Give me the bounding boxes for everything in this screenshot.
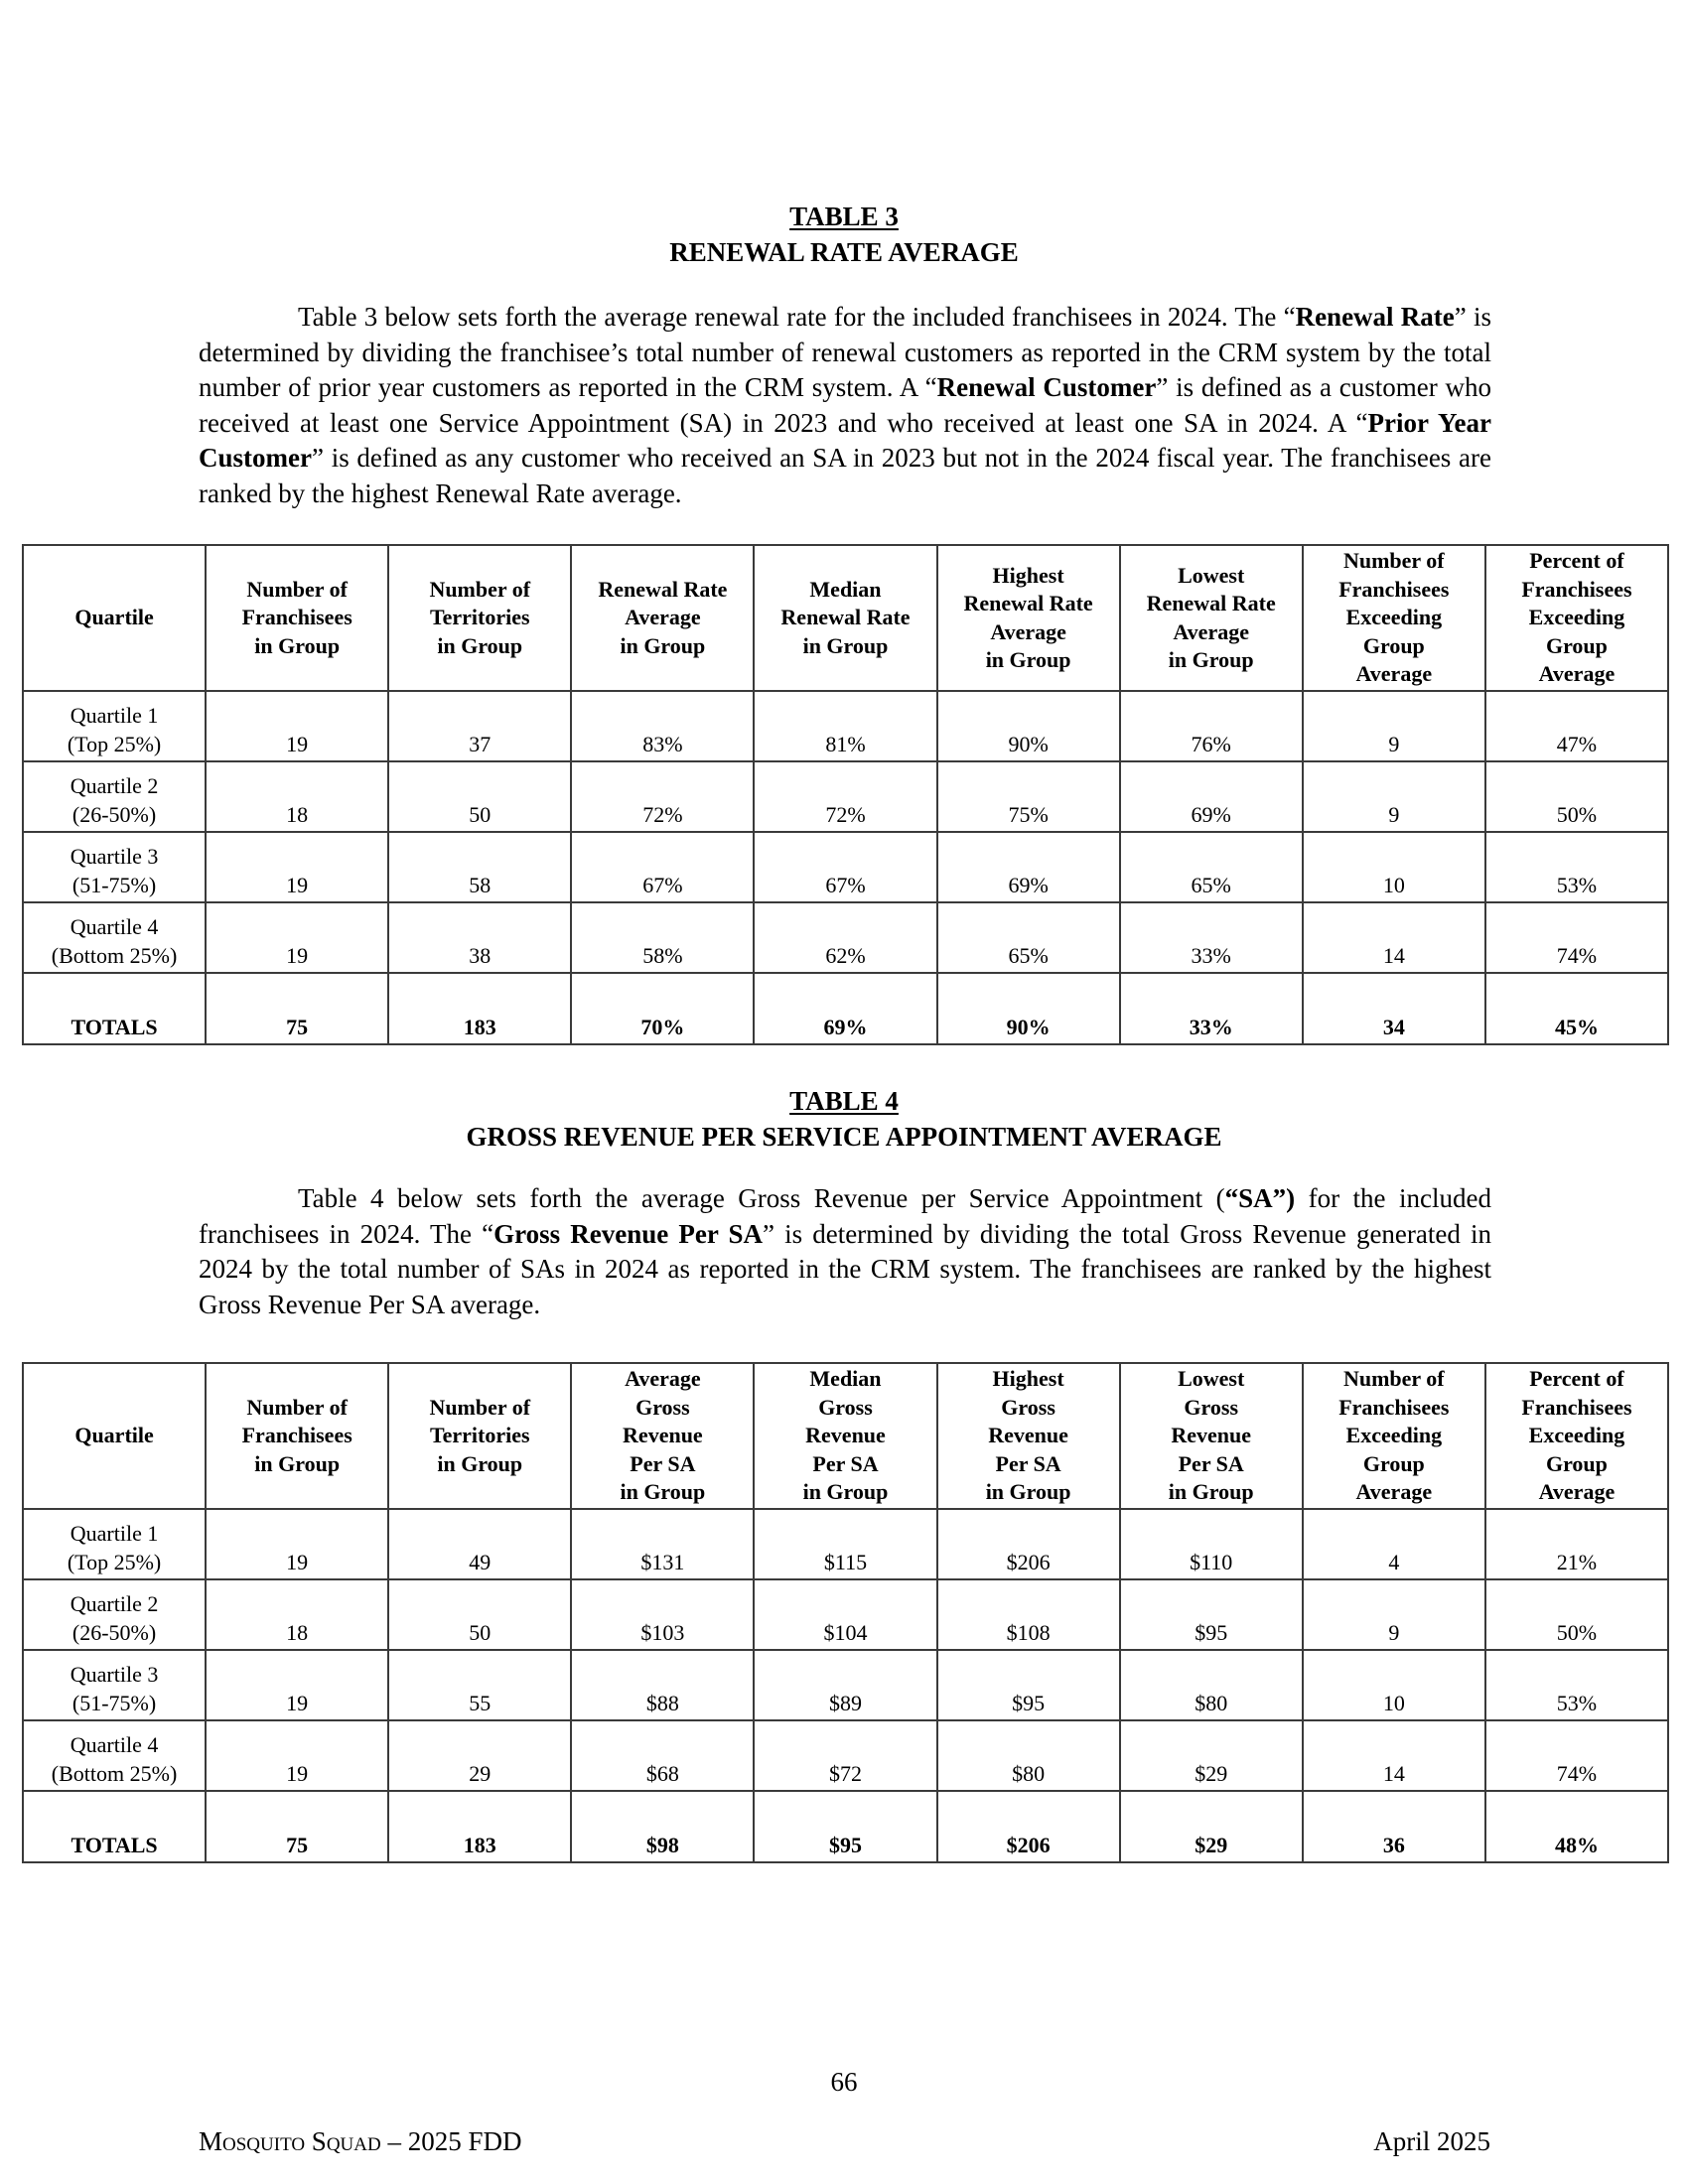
- column-header-line: Renewal Rate: [1146, 591, 1276, 615]
- table3-renewal-rate: [22, 544, 1669, 1045]
- column-header: [388, 545, 571, 691]
- column-header: [1485, 1363, 1668, 1509]
- column-header: [1120, 1363, 1303, 1509]
- table-cell: 10: [1303, 1650, 1485, 1720]
- totals-cell: 33%: [1120, 973, 1303, 1044]
- column-header: [1485, 545, 1668, 691]
- table-cell: 19: [206, 832, 388, 902]
- column-header-line: Average: [1538, 1479, 1616, 1505]
- table-cell: 19: [206, 902, 388, 973]
- totals-cell: 69%: [754, 973, 936, 1044]
- totals-cell: 48%: [1485, 1791, 1668, 1862]
- column-header-line: Franchisees: [1338, 1394, 1450, 1420]
- quartile-label-line: (26-50%): [71, 802, 157, 827]
- quartile-label-line: (Bottom 25%): [51, 943, 178, 968]
- column-header-line: in Group: [620, 632, 706, 658]
- defined-term: Prior Year Customer: [199, 407, 1491, 473]
- column-header: [1303, 1363, 1485, 1509]
- table3-heading: [0, 199, 1688, 270]
- column-header-line: Franchisees: [1521, 1394, 1632, 1420]
- table-cell: 33%: [1120, 902, 1303, 973]
- table-cell: 72%: [571, 761, 754, 832]
- quartile-label-line: Quartile 2: [70, 1591, 159, 1616]
- table-cell: $206: [937, 1509, 1120, 1579]
- table-cell: $29: [1120, 1720, 1303, 1791]
- column-header: [754, 545, 936, 691]
- column-header: [754, 1363, 936, 1509]
- table-cell: $72: [754, 1720, 936, 1791]
- quartile-cell: [23, 1509, 206, 1579]
- quartile-label-line: Quartile 2: [70, 773, 159, 798]
- table-cell: 50%: [1485, 761, 1668, 832]
- column-header-line: Exceeding: [1345, 605, 1443, 630]
- table-cell: 38: [388, 902, 571, 973]
- column-header-line: Highest: [992, 1366, 1064, 1392]
- table-cell: $88: [571, 1650, 754, 1720]
- column-header-line: Percent of: [1529, 1366, 1624, 1392]
- column-header-line: Revenue: [1171, 1423, 1252, 1448]
- column-header: [388, 1363, 571, 1509]
- table-cell: 19: [206, 1509, 388, 1579]
- totals-cell: 75: [206, 973, 388, 1044]
- table3-description: [199, 300, 1491, 511]
- column-header-line: Gross: [1001, 1394, 1055, 1420]
- column-header-line: Lowest: [1178, 562, 1245, 588]
- table-cell: 37: [388, 691, 571, 761]
- column-header-line: in Group: [802, 632, 889, 658]
- column-header-line: Average: [990, 618, 1066, 644]
- paragraph-text: ” is defined as a customer who received at least one Service Appointment (SA) in 2023 and who received at least one SA in 2024. A “: [199, 372, 1491, 438]
- table4-heading: [0, 1083, 1688, 1155]
- table-cell: 65%: [1120, 832, 1303, 902]
- column-header: [206, 545, 388, 691]
- table4-title: GROSS REVENUE PER SERVICE APPOINTMENT AVERAGE: [466, 1122, 1222, 1152]
- column-header-line: Number of: [429, 1394, 531, 1420]
- table-cell: 75%: [937, 761, 1120, 832]
- column-header-line: Franchisees: [241, 1423, 352, 1448]
- totals-label: TOTALS: [23, 973, 206, 1044]
- table-cell: 14: [1303, 1720, 1485, 1791]
- table-cell: 67%: [754, 832, 936, 902]
- column-header-line: Average: [1173, 618, 1249, 644]
- column-header-line: in Group: [437, 632, 523, 658]
- quartile-label-line: Quartile 3: [70, 844, 159, 869]
- quartile-label-line: Quartile 1: [70, 703, 159, 728]
- totals-cell: $98: [571, 1791, 754, 1862]
- table-row: [23, 1579, 1668, 1650]
- column-header-line: in Group: [1168, 1479, 1254, 1505]
- quartile-label-line: (Top 25%): [67, 732, 162, 756]
- table-row: [23, 832, 1668, 902]
- column-header-line: Revenue: [988, 1423, 1068, 1448]
- table-cell: 55: [388, 1650, 571, 1720]
- defined-term: “SA”): [1224, 1183, 1296, 1213]
- column-header-line: Franchisees: [1521, 576, 1632, 602]
- table-cell: 9: [1303, 761, 1485, 832]
- table-cell: 65%: [937, 902, 1120, 973]
- column-header: [571, 1363, 754, 1509]
- quartile-label-line: Quartile 4: [70, 914, 159, 939]
- totals-cell: 70%: [571, 973, 754, 1044]
- table-cell: 18: [206, 1579, 388, 1650]
- column-header-line: in Group: [254, 1450, 341, 1476]
- paragraph-text: ” is defined as any customer who received an SA in 2023 but not in the 2024 fiscal year. The franchisees are ranked by the highest Renewal Rate average.: [199, 443, 1491, 508]
- table3-number: TABLE 3: [789, 202, 899, 231]
- table4-number: TABLE 4: [789, 1086, 899, 1116]
- column-header-line: Per SA: [812, 1450, 879, 1476]
- table-cell: 58%: [571, 902, 754, 973]
- column-header: [571, 545, 754, 691]
- column-header-line: Average: [1355, 1479, 1433, 1505]
- table-cell: 47%: [1485, 691, 1668, 761]
- totals-cell: $95: [754, 1791, 936, 1862]
- table-cell: $115: [754, 1509, 936, 1579]
- column-header-line: Per SA: [1178, 1450, 1244, 1476]
- table-cell: $131: [571, 1509, 754, 1579]
- table-cell: 81%: [754, 691, 936, 761]
- table-cell: $95: [937, 1650, 1120, 1720]
- table-cell: 53%: [1485, 1650, 1668, 1720]
- quartile-cell: [23, 902, 206, 973]
- column-header-line: Renewal Rate: [598, 576, 728, 602]
- column-header-line: Percent of: [1529, 548, 1624, 574]
- column-header-line: Number of: [246, 576, 348, 602]
- table-cell: 69%: [937, 832, 1120, 902]
- totals-cell: 90%: [937, 973, 1120, 1044]
- quartile-cell: [23, 761, 206, 832]
- table-cell: 19: [206, 1720, 388, 1791]
- column-header-line: in Group: [620, 1479, 706, 1505]
- column-header-line: Average: [1538, 661, 1616, 687]
- column-header-line: Exceeding: [1345, 1423, 1443, 1448]
- quartile-cell: [23, 1650, 206, 1720]
- column-header: [1120, 545, 1303, 691]
- table-cell: 9: [1303, 691, 1485, 761]
- quartile-label-line: Quartile 1: [70, 1521, 159, 1546]
- column-header-line: Quartile: [74, 1423, 154, 1448]
- paragraph-text: Table 4 below sets forth the average Gross Revenue per Service Appointment (: [298, 1183, 1225, 1213]
- column-header-line: in Group: [985, 1479, 1071, 1505]
- column-header-line: Gross: [818, 1394, 873, 1420]
- column-header-line: Group: [1545, 632, 1608, 658]
- table-cell: 83%: [571, 691, 754, 761]
- footer-date: April 2025: [1373, 2126, 1490, 2156]
- column-header-line: Per SA: [630, 1450, 696, 1476]
- quartile-cell: [23, 832, 206, 902]
- column-header-line: Number of: [1342, 548, 1445, 574]
- footer-document-title: Mosquito Squad – 2025 FDD: [199, 2126, 522, 2156]
- table-cell: 67%: [571, 832, 754, 902]
- table4-header-row: [23, 1363, 1668, 1509]
- column-header-line: Number of: [1342, 1366, 1445, 1392]
- column-header-line: Exceeding: [1528, 605, 1625, 630]
- totals-row: [23, 973, 1668, 1044]
- column-header-line: Median: [809, 576, 882, 602]
- column-header-line: in Group: [985, 647, 1071, 672]
- column-header-line: Average: [1355, 661, 1433, 687]
- table-cell: 14: [1303, 902, 1485, 973]
- totals-cell: 36: [1303, 1791, 1485, 1862]
- table-cell: 50: [388, 1579, 571, 1650]
- table-cell: 19: [206, 691, 388, 761]
- table-cell: 29: [388, 1720, 571, 1791]
- table-cell: $103: [571, 1579, 754, 1650]
- table-cell: 10: [1303, 832, 1485, 902]
- column-header-line: Highest: [992, 562, 1064, 588]
- quartile-label-line: Quartile 4: [70, 1732, 159, 1757]
- defined-term: Renewal Customer: [936, 372, 1157, 402]
- quartile-label-line: (51-75%): [71, 873, 157, 897]
- column-header-line: Group: [1362, 632, 1425, 658]
- table4-description: [199, 1181, 1491, 1322]
- totals-cell: 34: [1303, 973, 1485, 1044]
- table-cell: $80: [1120, 1650, 1303, 1720]
- quartile-cell: [23, 1720, 206, 1791]
- table3-header-row: [23, 545, 1668, 691]
- column-header-line: in Group: [1168, 647, 1254, 672]
- column-header-line: Revenue: [623, 1423, 703, 1448]
- column-header-line: Average: [625, 1366, 701, 1392]
- table-row: [23, 761, 1668, 832]
- column-header: [937, 1363, 1120, 1509]
- table-row: [23, 1650, 1668, 1720]
- table-cell: $89: [754, 1650, 936, 1720]
- table-row: [23, 1509, 1668, 1579]
- column-header-line: Per SA: [995, 1450, 1061, 1476]
- table-cell: 76%: [1120, 691, 1303, 761]
- column-header-line: Gross: [1184, 1394, 1239, 1420]
- totals-cell: $29: [1120, 1791, 1303, 1862]
- table-row: [23, 691, 1668, 761]
- table-cell: 50: [388, 761, 571, 832]
- totals-cell: $206: [937, 1791, 1120, 1862]
- column-header-line: Average: [625, 605, 701, 630]
- column-header-line: Territories: [429, 1423, 530, 1448]
- column-header-line: Median: [809, 1366, 882, 1392]
- totals-cell: 183: [388, 1791, 571, 1862]
- column-header-line: Franchisees: [1338, 576, 1450, 602]
- defined-term: Gross Revenue Per SA: [493, 1218, 763, 1249]
- quartile-label-line: (51-75%): [71, 1691, 157, 1715]
- column-header-line: Renewal Rate: [780, 605, 911, 630]
- totals-cell: 45%: [1485, 973, 1668, 1044]
- table-row: [23, 1720, 1668, 1791]
- column-header-line: in Group: [437, 1450, 523, 1476]
- column-header-line: in Group: [254, 632, 341, 658]
- table-cell: 49: [388, 1509, 571, 1579]
- column-header-line: Group: [1362, 1450, 1425, 1476]
- table3-title: RENEWAL RATE AVERAGE: [669, 237, 1019, 267]
- table-cell: $108: [937, 1579, 1120, 1650]
- quartile-label-line: (Top 25%): [67, 1550, 162, 1574]
- quartile-cell: [23, 691, 206, 761]
- column-header-line: in Group: [802, 1479, 889, 1505]
- table-row: [23, 902, 1668, 973]
- table-cell: $95: [1120, 1579, 1303, 1650]
- table-cell: $104: [754, 1579, 936, 1650]
- column-header-line: Renewal Rate: [963, 591, 1093, 615]
- table-cell: $68: [571, 1720, 754, 1791]
- column-header-line: Gross: [635, 1394, 690, 1420]
- table-cell: 74%: [1485, 902, 1668, 973]
- page-number: 66: [830, 2067, 858, 2097]
- table4-gross-revenue-per-sa: [22, 1362, 1669, 1863]
- totals-cell: 183: [388, 973, 571, 1044]
- table-cell: 90%: [937, 691, 1120, 761]
- totals-row: [23, 1791, 1668, 1862]
- table-cell: 62%: [754, 902, 936, 973]
- table-cell: 9: [1303, 1579, 1485, 1650]
- table-cell: 53%: [1485, 832, 1668, 902]
- column-header: [23, 1363, 206, 1509]
- paragraph-text: Table 3 below sets forth the average renewal rate for the included franchisees in 2024. The “: [298, 302, 1296, 332]
- table-cell: $80: [937, 1720, 1120, 1791]
- column-header-line: Revenue: [805, 1423, 886, 1448]
- table-cell: 21%: [1485, 1509, 1668, 1579]
- column-header: [23, 545, 206, 691]
- column-header: [1303, 545, 1485, 691]
- quartile-label-line: (26-50%): [71, 1620, 157, 1645]
- paragraph-text: ” is determined by dividing the franchisee’s total number of renewal customers as reported in the CRM system by the total number of prior year customers as reported in the CRM system. A “: [199, 302, 1491, 402]
- totals-cell: 75: [206, 1791, 388, 1862]
- column-header-line: Quartile: [74, 605, 154, 630]
- table-cell: 74%: [1485, 1720, 1668, 1791]
- quartile-label-line: Quartile 3: [70, 1662, 159, 1687]
- table-cell: 69%: [1120, 761, 1303, 832]
- paragraph-text: ” is determined by dividing the total Gross Revenue generated in 2024 by the total number of SAs in 2024 as reported in the CRM system. The franchisees are ranked by the highest Gross Revenue Per SA average.: [199, 1218, 1491, 1319]
- column-header-line: Franchisees: [241, 605, 352, 630]
- table-cell: 50%: [1485, 1579, 1668, 1650]
- column-header-line: Group: [1545, 1450, 1608, 1476]
- table-cell: $110: [1120, 1509, 1303, 1579]
- defined-term: Renewal Rate: [1295, 302, 1455, 332]
- column-header-line: Territories: [429, 605, 530, 630]
- table-cell: 58: [388, 832, 571, 902]
- column-header-line: Number of: [429, 576, 531, 602]
- quartile-label-line: (Bottom 25%): [51, 1761, 178, 1786]
- table-cell: 19: [206, 1650, 388, 1720]
- column-header: [206, 1363, 388, 1509]
- table-cell: 18: [206, 761, 388, 832]
- totals-label: TOTALS: [23, 1791, 206, 1862]
- column-header-line: Number of: [246, 1394, 348, 1420]
- paragraph-text: for the included franchisees in 2024. The “: [199, 1183, 1491, 1249]
- quartile-cell: [23, 1579, 206, 1650]
- table-cell: 72%: [754, 761, 936, 832]
- column-header-line: Lowest: [1178, 1366, 1245, 1392]
- table-cell: 4: [1303, 1509, 1485, 1579]
- column-header-line: Exceeding: [1528, 1423, 1625, 1448]
- column-header: [937, 545, 1120, 691]
